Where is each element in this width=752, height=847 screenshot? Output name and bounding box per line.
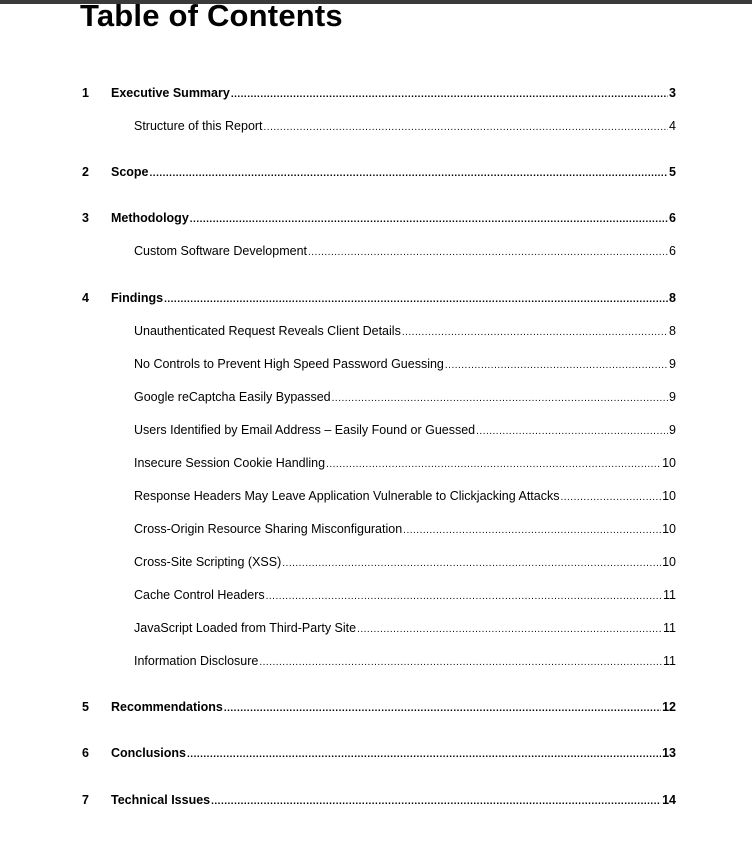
toc-entry-users-identified-by-email[interactable] (134, 420, 676, 440)
toc-entry-number: 1 (82, 86, 89, 100)
toc-entry-page: 4 (669, 119, 676, 133)
toc-entry-number: 4 (82, 291, 89, 305)
toc-entry-title: Cross-Origin Resource Sharing Misconfiguration (134, 522, 403, 536)
toc-entry-title: Cross-Site Scripting (XSS) (134, 555, 282, 569)
dot-leader (402, 323, 668, 341)
toc-entry-page: 12 (662, 700, 676, 714)
toc-entry-conclusions[interactable] (82, 743, 676, 763)
toc-entry-technical-issues[interactable] (82, 790, 676, 810)
toc-entry-title: Methodology (111, 211, 189, 225)
toc-entry-executive-summary[interactable] (82, 83, 676, 103)
toc-entry-number: 3 (82, 211, 89, 225)
toc-entry-title: No Controls to Prevent High Speed Password Guessing (134, 357, 444, 371)
toc-entry-title: Custom Software Development (134, 244, 307, 258)
toc-entry-recommendations[interactable] (82, 697, 676, 717)
toc-entry-number: 6 (82, 746, 89, 760)
toc-entry-title: JavaScript Loaded from Third-Party Site (134, 621, 357, 635)
dot-leader (266, 587, 662, 605)
toc-entry-page: 10 (662, 522, 676, 536)
toc-entry-page: 8 (669, 324, 676, 338)
toc-entry-clickjacking[interactable] (134, 486, 676, 506)
toc-entry-page: 9 (669, 423, 676, 437)
toc-entry-insecure-session-cookie[interactable] (134, 453, 676, 473)
toc-entry-scope[interactable] (82, 162, 676, 182)
toc-entry-page: 3 (669, 86, 676, 100)
toc-entry-title: Scope (111, 165, 149, 179)
toc-entry-page: 5 (669, 165, 676, 179)
toc-entry-title: Unauthenticated Request Reveals Client Details (134, 324, 401, 338)
toc-entry-page: 10 (662, 489, 676, 503)
dot-leader (231, 85, 668, 103)
toc-entry-page: 10 (662, 456, 676, 470)
toc-entry-title: Google reCaptcha Easily Bypassed (134, 390, 331, 404)
dot-leader (332, 389, 668, 407)
dot-leader (445, 356, 668, 374)
toc-entry-findings[interactable] (82, 288, 676, 308)
dot-leader (282, 554, 661, 572)
toc-entry-number: 2 (82, 165, 89, 179)
dot-leader (224, 699, 661, 717)
toc-entry-cors-misconfiguration[interactable] (134, 519, 676, 539)
dot-leader (150, 164, 669, 182)
toc-entry-page: 11 (663, 621, 676, 635)
toc-entry-title: Recommendations (111, 700, 223, 714)
toc-entry-title: Users Identified by Email Address – Easily Found or Guessed (134, 423, 476, 437)
toc-entry-methodology[interactable] (82, 208, 676, 228)
toc-entry-page: 11 (663, 588, 676, 602)
toc-entry-page: 11 (663, 654, 676, 668)
toc-entry-third-party-javascript[interactable] (134, 618, 676, 638)
dot-leader (357, 620, 662, 638)
toc-entry-page: 9 (669, 390, 676, 404)
toc-entry-page: 14 (662, 793, 676, 807)
dot-leader (259, 653, 662, 671)
toc-entry-xss[interactable] (134, 552, 676, 572)
dot-leader (560, 488, 661, 506)
toc-entry-page: 8 (669, 291, 676, 305)
toc-entry-cache-control-headers[interactable] (134, 585, 676, 605)
toc-entry-information-disclosure[interactable] (134, 651, 676, 671)
toc-entry-password-guessing[interactable] (134, 354, 676, 374)
page-title: Table of Contents (80, 0, 343, 33)
toc-entry-title: Findings (111, 291, 164, 305)
toc-entry-title: Information Disclosure (134, 654, 259, 668)
dot-leader (403, 521, 661, 539)
toc-entry-number: 7 (82, 793, 89, 807)
dot-leader (476, 422, 668, 440)
toc-entry-recaptcha-bypassed[interactable] (134, 387, 676, 407)
dot-leader (308, 243, 668, 261)
toc-entry-page: 13 (662, 746, 676, 760)
toc-entry-custom-software-development[interactable] (134, 241, 676, 261)
toc-entry-unauthenticated-request[interactable] (134, 321, 676, 341)
toc-entry-structure-of-this-report[interactable] (134, 116, 676, 136)
toc-entry-title: Structure of this Report (134, 119, 263, 133)
toc-entry-title: Response Headers May Leave Application Vulnerable to Clickjacking Attacks (134, 489, 560, 503)
dot-leader (264, 118, 669, 136)
toc-entry-page: 9 (669, 357, 676, 371)
toc-entry-title: Conclusions (111, 746, 187, 760)
toc-entry-title: Executive Summary (111, 86, 230, 100)
toc-entry-title: Cache Control Headers (134, 588, 265, 602)
dot-leader (164, 290, 668, 308)
toc-entry-page: 6 (669, 211, 676, 225)
dot-leader (326, 455, 661, 473)
toc-entry-number: 5 (82, 700, 89, 714)
toc-entry-title: Insecure Session Cookie Handling (134, 456, 326, 470)
toc-entry-page: 10 (662, 555, 676, 569)
dot-leader (211, 792, 661, 810)
dot-leader (190, 210, 668, 228)
toc-entry-title: Technical Issues (111, 793, 211, 807)
dot-leader (187, 745, 661, 763)
toc-entry-page: 6 (669, 244, 676, 258)
